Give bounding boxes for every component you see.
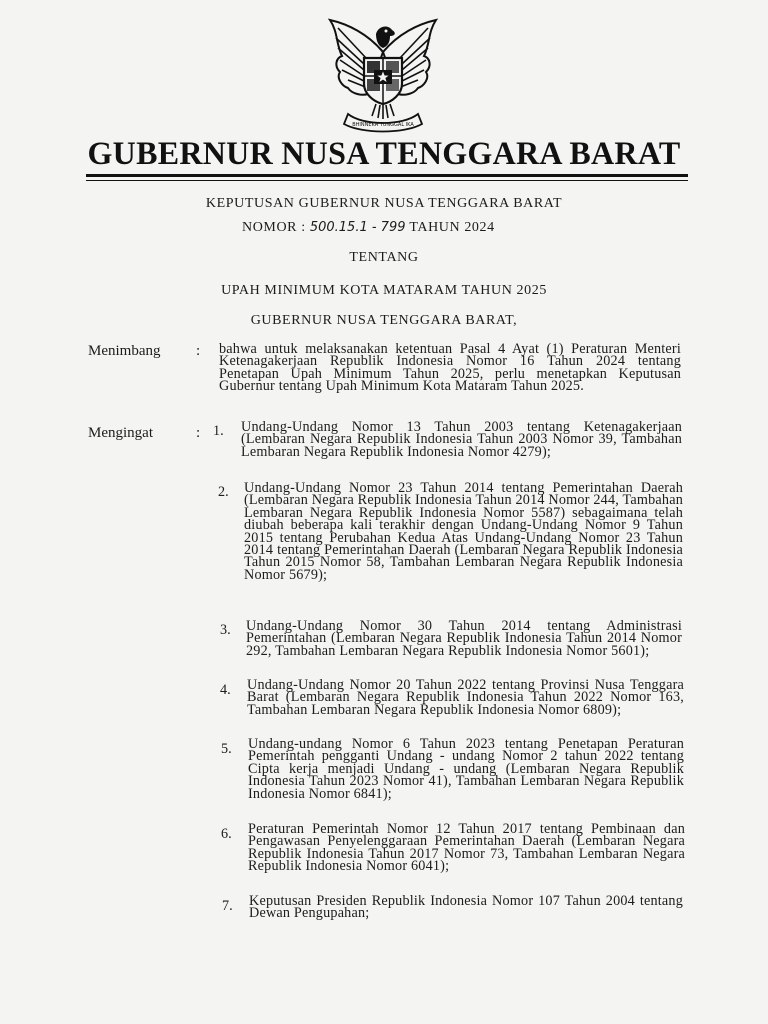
mengingat-item-2-text: Undang-Undang Nomor 23 Tahun 2014 tentang Pemerintahan Daerah (Lembaran Negara Republik Indonesia Tahun 2014 Nomor 244, Tambahan Lembaran Negara Republik Indonesia Nomor 5587) sebagaimana telah diubah beberapa kali terakhir dengan Undang-Undang Nomor 9 Tahun 2015 tentang Perubahan Kedua Atas Undang-Undang Nomor 23 Tahun 2014 tentang Pemerintahan Daerah (Lembaran Negara Republik Indonesia Tahun 2015 Nomor 58, Tambahan Lembaran Negara Republik Indonesia Nomor 5679); bbox=[244, 480, 683, 583]
mengingat-item-1-num: 1. bbox=[213, 423, 224, 439]
tentang-heading: TENTANG bbox=[349, 250, 419, 265]
mengingat-item-5-text: Undang-undang Nomor 6 Tahun 2023 tentang Penetapan Peraturan Pemerintah pengganti Undang - undang Nomor 2 tahun 2022 tentang Cipta kerja menjadi Undang - undang (Lembaran Negara Republik Indonesia Tahun 2023 Nomor 41), Tambahan Lembaran Negara Republik Indonesia Nomor 6841); bbox=[248, 736, 684, 802]
mengingat-item-6-text: Peraturan Pemerintah Nomor 12 Tahun 2017 tentang Pembinaan dan Pengawasan Penyelenggaraan Pemerintahan Daerah (Lembaran Negara Republik Indonesia Tahun 2017 Nomor 73, Tambahan Lembaran Negara Republik Indonesia Nomor 6041); bbox=[248, 821, 685, 875]
mengingat-item-5-num: 5. bbox=[221, 741, 232, 757]
svg-text:BHINNEKA TUNGGAL IKA: BHINNEKA TUNGGAL IKA bbox=[352, 122, 414, 128]
decree-issuer: GUBERNUR NUSA TENGGARA BARAT, bbox=[250, 313, 518, 328]
garuda-emblem bbox=[318, 14, 448, 134]
menimbang-colon: : bbox=[196, 343, 201, 359]
mengingat-item-6-num: 6. bbox=[221, 826, 232, 842]
menimbang-label: Menimbang bbox=[88, 343, 161, 359]
nomor-value: 500.15.1 - 799 bbox=[309, 220, 406, 235]
header-rule-thick bbox=[86, 174, 688, 177]
mengingat-item-3-text: Undang-Undang Nomor 30 Tahun 2014 tentang Administrasi Pemerintahan (Lembaran Negara Republik Indonesia Tahun 2014 Nomor 292, Tambahan Lembaran Negara Republik Indonesia Nomor 5601); bbox=[246, 618, 682, 659]
decree-number-line bbox=[242, 220, 495, 236]
mengingat-label: Mengingat bbox=[88, 425, 153, 441]
mengingat-item-2-num: 2. bbox=[218, 484, 229, 500]
government-title: GUBERNUR NUSA TENGGARA BARAT bbox=[87, 136, 681, 172]
menimbang-text: bahwa untuk melaksanakan ketentuan Pasal 4 Ayat (1) Peraturan Menteri Ketenagakerjaan Republik Indonesia Nomor 16 Tahun 2024 tentang Penetapan Upah Minimum Tahun 2025, perlu menetapkan Keputusan Gubernur tentang Upah Minimum Kota Mataram Tahun 2025. bbox=[219, 341, 681, 395]
mengingat-item-1-text: Undang-Undang Nomor 13 Tahun 2003 tentang Ketenagakerjaan (Lembaran Negara Republik Indonesia Tahun 2003 Nomor 39, Tambahan Lembaran Negara Republik Indonesia Nomor 4279); bbox=[241, 419, 682, 460]
decree-heading: KEPUTUSAN GUBERNUR NUSA TENGGARA BARAT bbox=[205, 196, 563, 211]
mengingat-item-4-num: 4. bbox=[220, 682, 231, 698]
tahun-label: TAHUN 2024 bbox=[409, 220, 495, 235]
header-rule-thin bbox=[86, 180, 688, 181]
nomor-label: NOMOR : bbox=[242, 220, 306, 235]
decree-subject: UPAH MINIMUM KOTA MATARAM TAHUN 2025 bbox=[221, 283, 547, 298]
garuda-icon bbox=[318, 14, 448, 134]
mengingat-item-7-num: 7. bbox=[222, 898, 233, 914]
mengingat-colon: : bbox=[196, 425, 201, 441]
mengingat-item-7-text: Keputusan Presiden Republik Indonesia Nomor 107 Tahun 2004 tentang Dewan Pengupahan; bbox=[249, 893, 683, 922]
mengingat-item-3-num: 3. bbox=[220, 622, 231, 638]
mengingat-item-4-text: Undang-Undang Nomor 20 Tahun 2022 tentang Provinsi Nusa Tenggara Barat (Lembaran Negara Republik Indonesia Tahun 2022 Nomor 163, Tambahan Lembaran Negara Republik Indonesia Nomor 6809); bbox=[247, 677, 684, 718]
